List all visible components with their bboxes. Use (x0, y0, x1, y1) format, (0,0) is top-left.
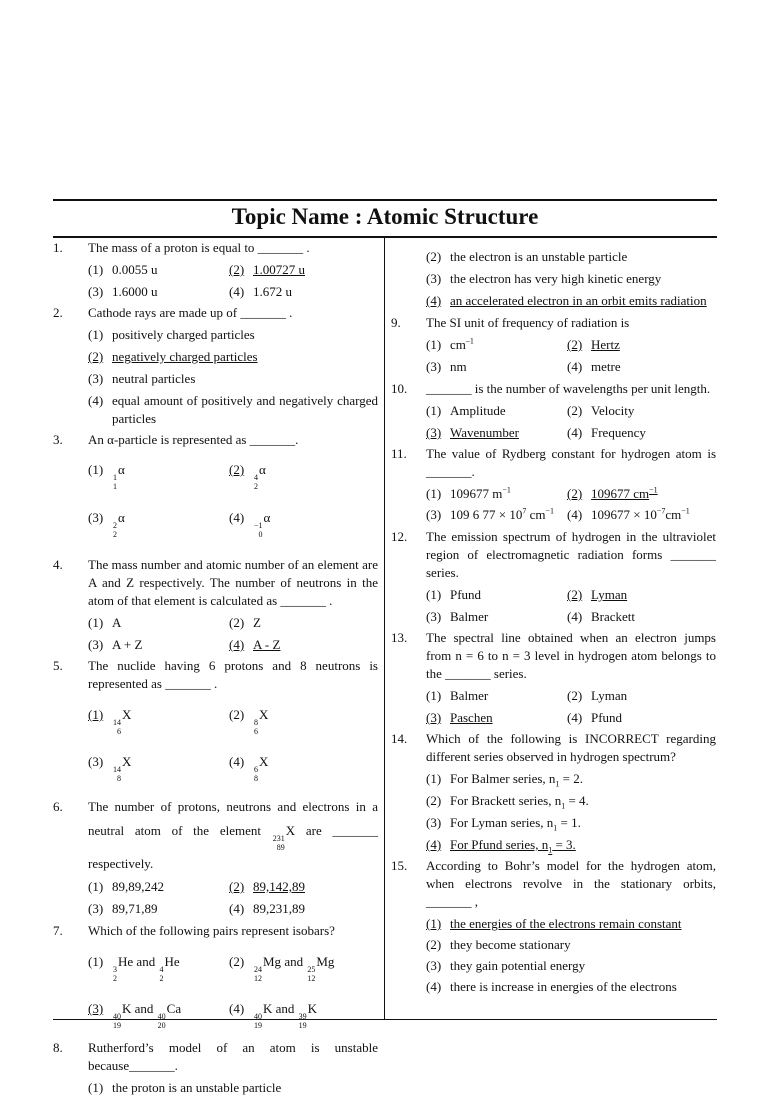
question-7 (53, 922, 378, 940)
question-text: The spectral line obtained when an electron jumps from n = 6 to n = 3 level in hydrogen atom belongs to the _______ series. (426, 630, 716, 681)
option-correct[interactable]: (3) 40 19 K and 40 20 Ca (88, 1001, 182, 1030)
option[interactable]: (1) the proton is an unstable particle (88, 1080, 282, 1095)
options-3 (53, 461, 378, 539)
option[interactable]: (1) 89,89,242 (88, 879, 164, 894)
option[interactable]: (1) 0.0055 u (88, 262, 158, 277)
question-3 (53, 431, 378, 449)
options-10 (391, 402, 716, 442)
question-number: 15. (391, 858, 408, 873)
question-text: The nuclide having 6 protons and 8 neutrons is represented as _______ . (88, 658, 378, 691)
option[interactable]: (3) A + Z (88, 637, 143, 652)
question-number: 12. (391, 529, 408, 544)
option[interactable]: (2) 8 6 X (229, 707, 269, 736)
options-1 (53, 261, 378, 301)
option[interactable]: (1) 3 2 He and 4 2 He (88, 954, 180, 983)
question-6: 6. The number of protons, neutrons and electrons in a neutral atom of the element 231 89 X are _______ respectively. (53, 795, 378, 876)
page-title: Topic Name : Atomic Structure (231, 204, 539, 229)
option-correct[interactable]: (4) For Pfund series, $n_1 = 3$. (426, 837, 576, 855)
option[interactable]: (4) there is increase in energies of the electrons (426, 979, 677, 994)
question-text: According to Bohr’s model for the hydrogen atom, when electrons revolve in the stationary orbits, _______ , (426, 858, 716, 909)
question-number: 10. (391, 381, 408, 396)
question-text: The number of protons, neutrons and electrons in a neutral atom of the element (88, 799, 378, 838)
question-12 (391, 528, 716, 582)
question-number: 3. (53, 432, 63, 447)
question-number: 11. (391, 446, 407, 461)
option[interactable]: (3) For Lyman series, $n_1 = 1$. (426, 815, 581, 833)
option-correct[interactable]: (2) Lyman (567, 587, 628, 602)
options-6 (53, 878, 378, 918)
option[interactable]: (2) the electron is an unstable particle (426, 249, 628, 264)
question-number: 5. (53, 658, 63, 673)
option-correct[interactable]: (2) 4 2 α (229, 462, 266, 491)
option-correct[interactable]: (3) Paschen (426, 710, 493, 725)
option-correct[interactable]: (2) 89,142,89 (229, 879, 305, 894)
option-correct[interactable]: (4) an accelerated electron in an orbit emits radiation (426, 293, 707, 308)
option[interactable]: (4) Frequency (567, 425, 646, 440)
question-9 (391, 314, 716, 332)
question-number: 14. (391, 731, 408, 746)
option[interactable]: (3) nm (426, 359, 467, 374)
question-15 (391, 857, 716, 911)
option[interactable]: (4) 1.672 u (229, 284, 292, 299)
option-correct[interactable]: (2) 109677 $cm^{-1}$ (567, 485, 658, 501)
option[interactable]: (3) 1.6000 u (88, 284, 158, 299)
option[interactable]: (4) Brackett (567, 609, 636, 624)
options-5 (53, 706, 378, 783)
option[interactable]: (3) Balmer (426, 609, 489, 624)
option[interactable]: (2) Lyman (567, 688, 628, 703)
option[interactable]: (3) they gain potential energy (426, 958, 586, 973)
option-correct[interactable]: (2) Hertz (567, 337, 620, 352)
question-text: The mass number and atomic number of an element are A and Z respectively. The number of neutrons in the atom of that element is calculated as _______ . (88, 557, 378, 608)
option[interactable]: (4) −1 0 α (229, 510, 271, 539)
question-5 (53, 657, 378, 693)
question-text: The value of Rydberg constant for hydrogen atom is _______. (426, 446, 716, 479)
options-12 (391, 586, 716, 626)
option[interactable]: (3) the electron has very high kinetic energy (426, 271, 662, 286)
question-text: The SI unit of frequency of radiation is (426, 315, 630, 330)
question-8 (53, 1039, 378, 1075)
options-15 (391, 915, 716, 996)
option[interactable]: (2) Z (229, 615, 261, 630)
option[interactable]: (4) 89,231,89 (229, 901, 305, 916)
option[interactable]: (1) Amplitude (426, 403, 506, 418)
option[interactable]: (1) For Balmer series, $n_1 = 2$. (426, 771, 584, 789)
question-text: Which of the following is INCORRECT regarding different series observed in hydrogen spectrum? (426, 731, 716, 764)
option[interactable]: (2) Velocity (567, 403, 635, 418)
right-column (391, 238, 716, 996)
option[interactable]: (2) they become stationary (426, 937, 571, 952)
question-text: _______ is the number of wavelengths per unit length. (426, 381, 711, 396)
option[interactable]: (3) 14 8 X (88, 754, 132, 783)
question-text: An α-particle is represented as _______. (88, 432, 299, 447)
options-14 (391, 770, 716, 854)
option[interactable]: (3) 109 6 $77 \times 10^7$ $cm^{-1}$ (426, 506, 554, 522)
option[interactable]: (4) equal amount of positively and negatively charged particles (88, 393, 378, 426)
question-number: 2. (53, 305, 63, 320)
option[interactable]: (1) Pfund (426, 587, 482, 602)
option[interactable]: (4) 40 19 K and 39 19 K (229, 1001, 318, 1030)
option[interactable]: (1) A (88, 615, 122, 630)
option[interactable]: (2) 24 12 Mg and 25 12 Mg (229, 954, 335, 983)
option[interactable]: (1) Balmer (426, 688, 489, 703)
question-number: 9. (391, 315, 401, 330)
option[interactable]: (4) Pfund (567, 710, 623, 725)
question-number: 8. (53, 1040, 63, 1055)
option[interactable]: (1) $cm^{-1}$ (426, 336, 474, 352)
question-2 (53, 304, 378, 322)
option[interactable]: (1) 109677 $m^{-1}$ (426, 485, 511, 501)
question-text: Which of the following pairs represent isobars? (88, 923, 335, 938)
option[interactable]: (3) neutral particles (88, 371, 196, 386)
option[interactable]: (4) 6 8 X (229, 754, 269, 783)
option[interactable]: (3) 89,71,89 (88, 901, 158, 916)
options-4 (53, 614, 378, 654)
question-number: 4. (53, 557, 63, 572)
option-correct[interactable]: (3) Wavenumber (426, 425, 519, 440)
option[interactable]: (1) 1 1 α (88, 462, 125, 491)
question-13 (391, 629, 716, 683)
option[interactable]: (1) positively charged particles (88, 327, 255, 342)
question-4 (53, 556, 378, 610)
question-number: 13. (391, 630, 408, 645)
options-11 (391, 485, 716, 524)
option[interactable]: (2) For Brackett series, $n_1 = 4$. (426, 793, 589, 811)
option[interactable]: (4) metre (567, 359, 621, 374)
option-correct[interactable]: (4) A - Z (229, 637, 281, 652)
question-number: 1. (53, 240, 63, 255)
options-9 (391, 336, 716, 376)
options-2 (53, 326, 378, 428)
question-number: 6. (53, 799, 63, 814)
question-11 (391, 445, 716, 481)
options-8 (53, 1079, 378, 1097)
question-number: 7. (53, 923, 63, 938)
question-1 (53, 238, 378, 257)
question-text: The mass of a proton is equal to _______ . (88, 240, 310, 255)
option-correct[interactable]: (2) negatively charged particles (88, 349, 258, 364)
question-text: The emission spectrum of hydrogen in the ultraviolet region of electromagnetic radiation forms _______ series. (426, 529, 716, 580)
question-text: Rutherford’s model of an atom is unstable because_______. (88, 1040, 378, 1073)
option-correct[interactable]: (1) 14 6 X (88, 707, 132, 736)
options-8-continued (391, 238, 716, 310)
options-13 (391, 687, 716, 727)
option[interactable]: (4) $109677 \times 10^{-7}cm^{-1}$ (567, 506, 690, 522)
option[interactable]: (3) 2 2 α (88, 510, 125, 539)
option-correct[interactable]: (1) the energies of the electrons remain constant (426, 916, 682, 931)
left-column (53, 238, 378, 1097)
question-10 (391, 380, 716, 398)
question-14 (391, 730, 716, 766)
options-7 (53, 953, 378, 1030)
option-correct[interactable]: (2) 1.00727 u (229, 262, 305, 277)
column-divider (384, 238, 385, 1020)
question-text: Cathode rays are made up of _______ . (88, 305, 293, 320)
